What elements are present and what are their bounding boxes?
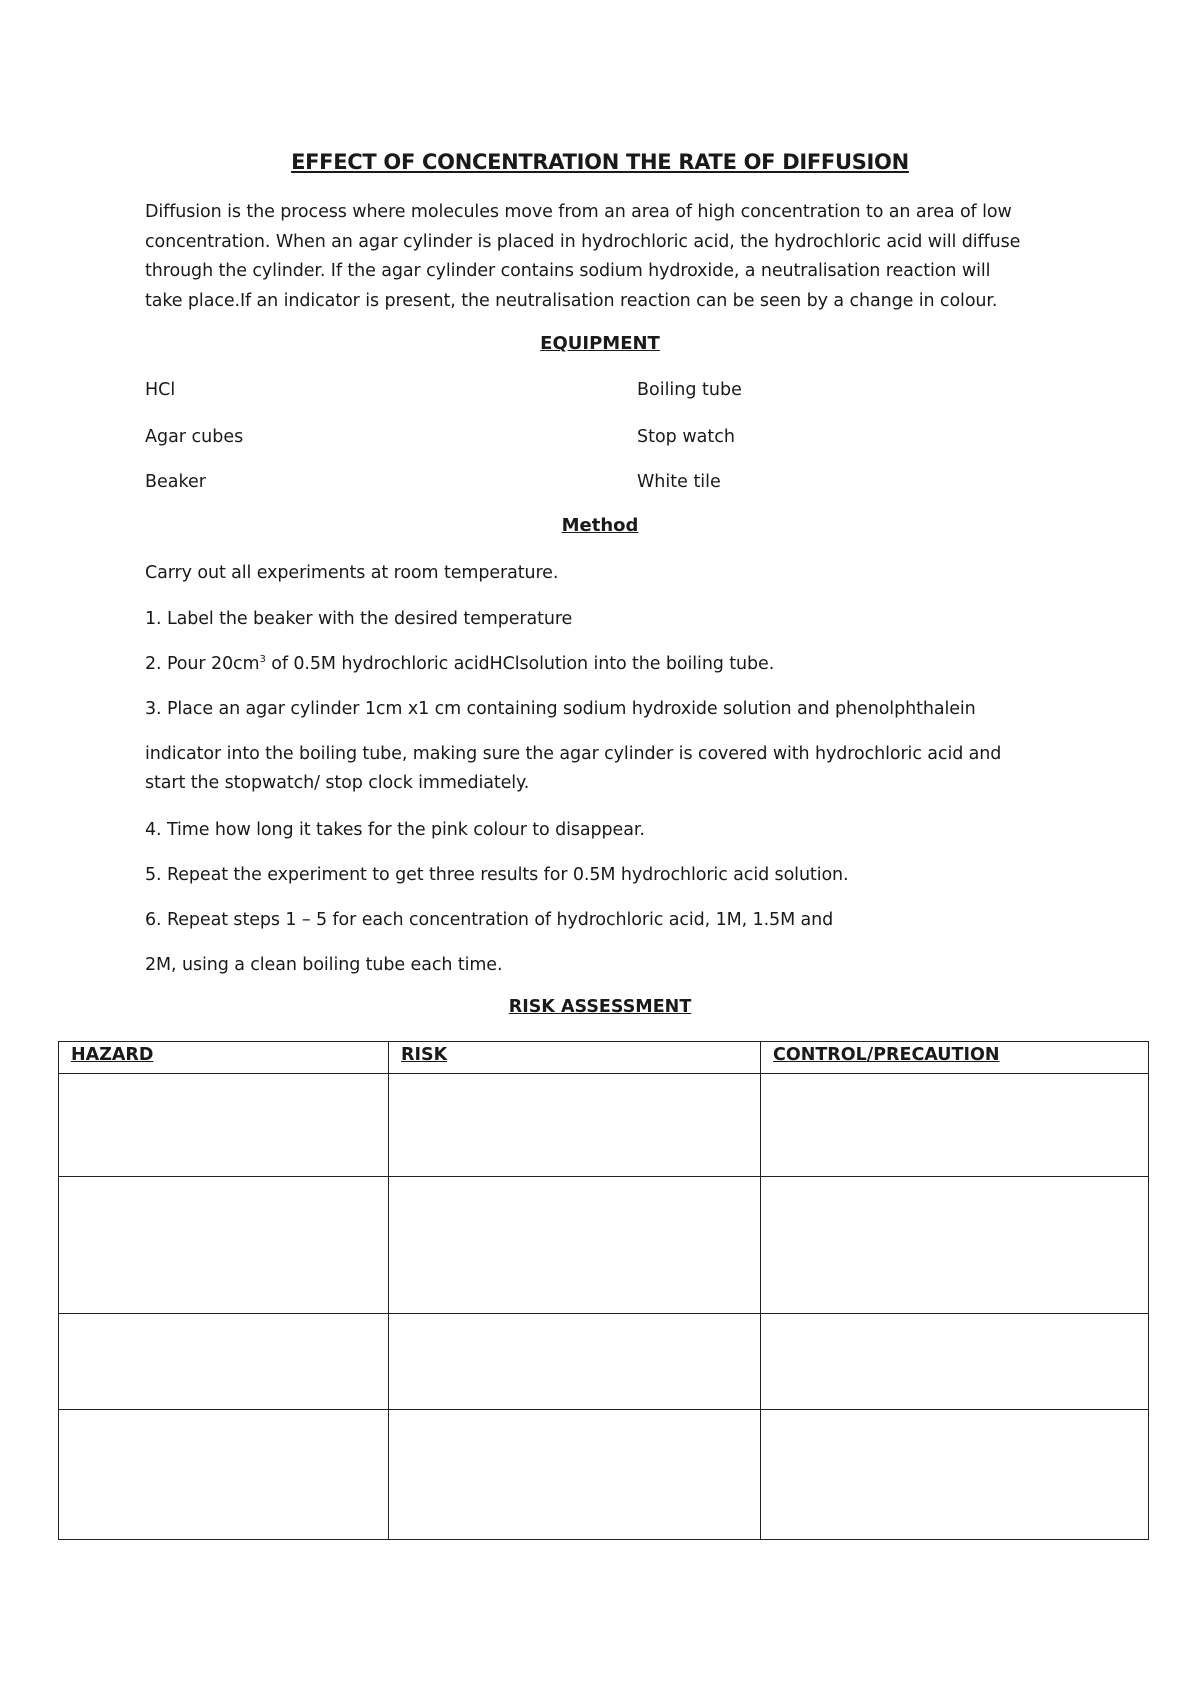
column-header-hazard: HAZARD — [59, 1042, 389, 1074]
equipment-item: Agar cubes — [145, 427, 244, 447]
table-cell[interactable] — [761, 1074, 1149, 1177]
intro-line: concentration. When an agar cylinder is placed in hydrochloric acid, the hydrochloric acid will diffuse — [145, 231, 1021, 252]
table-row — [59, 1074, 1149, 1177]
risk-assessment-heading: RISK ASSESSMENT — [508, 997, 692, 1017]
table-cell[interactable] — [59, 1177, 389, 1314]
table-cell[interactable] — [59, 1314, 389, 1410]
method-step-3: 3. Place an agar cylinder 1cm x1 cm containing sodium hydroxide solution and phenolphthalein — [145, 699, 976, 719]
intro-paragraph — [145, 198, 1065, 316]
risk-assessment-table — [58, 1041, 1149, 1540]
equipment-heading: EQUIPMENT — [540, 333, 660, 354]
intro-line: Diffusion is the process where molecules move from an area of high concentration to an area of low — [145, 202, 1012, 222]
table-header-row — [59, 1042, 1149, 1074]
equipment-item: Stop watch — [637, 427, 735, 447]
table-cell[interactable] — [389, 1314, 761, 1410]
page-title: EFFECT OF CONCENTRATION THE RATE OF DIFFUSION — [291, 150, 909, 174]
method-step-6: 6. Repeat steps 1 – 5 for each concentration of hydrochloric acid, 1M, 1.5M and — [145, 910, 834, 930]
column-header-control: CONTROL/PRECAUTION — [761, 1042, 1149, 1074]
intro-line: take place.If an indicator is present, the neutralisation reaction can be seen by a change in colour. — [145, 290, 998, 311]
step2-text: 2. Pour 20cm — [145, 654, 260, 674]
column-header-risk: RISK — [389, 1042, 761, 1074]
equipment-item: White tile — [637, 472, 721, 492]
method-intro: Carry out all experiments at room temperature. — [145, 563, 559, 583]
superscript: 3 — [259, 654, 266, 666]
method-step-1: 1. Label the beaker with the desired temperature — [145, 609, 573, 629]
table-cell[interactable] — [389, 1074, 761, 1177]
table-cell[interactable] — [59, 1410, 389, 1540]
method-step-5: 5. Repeat the experiment to get three results for 0.5M hydrochloric acid solution. — [145, 865, 849, 885]
equipment-item: Beaker — [145, 472, 206, 492]
table-cell[interactable] — [59, 1074, 389, 1177]
table-cell[interactable] — [389, 1177, 761, 1314]
table-row — [59, 1314, 1149, 1410]
equipment-item: Boiling tube — [637, 380, 742, 400]
table-row — [59, 1177, 1149, 1314]
step2-text: of 0.5M hydrochloric acidHClsolution into the boiling tube. — [265, 654, 775, 674]
table-cell[interactable] — [761, 1177, 1149, 1314]
intro-line: through the cylinder. If the agar cylinder contains sodium hydroxide, a neutralisation reaction will — [145, 261, 991, 281]
method-step-4: 4. Time how long it takes for the pink colour to disappear. — [145, 820, 645, 840]
table-cell[interactable] — [389, 1410, 761, 1540]
method-step-6-cont: 2M, using a clean boiling tube each time. — [145, 955, 503, 975]
table-cell[interactable] — [761, 1314, 1149, 1410]
method-step-3-cont: start the stopwatch/ stop clock immediately. — [145, 773, 530, 793]
table-row — [59, 1410, 1149, 1540]
method-step-3-cont: indicator into the boiling tube, making sure the agar cylinder is covered with hydrochloric acid and — [145, 744, 1002, 764]
method-heading: Method — [561, 515, 639, 536]
method-step-2 — [145, 650, 1065, 680]
equipment-item: HCl — [145, 380, 176, 400]
table-cell[interactable] — [761, 1410, 1149, 1540]
